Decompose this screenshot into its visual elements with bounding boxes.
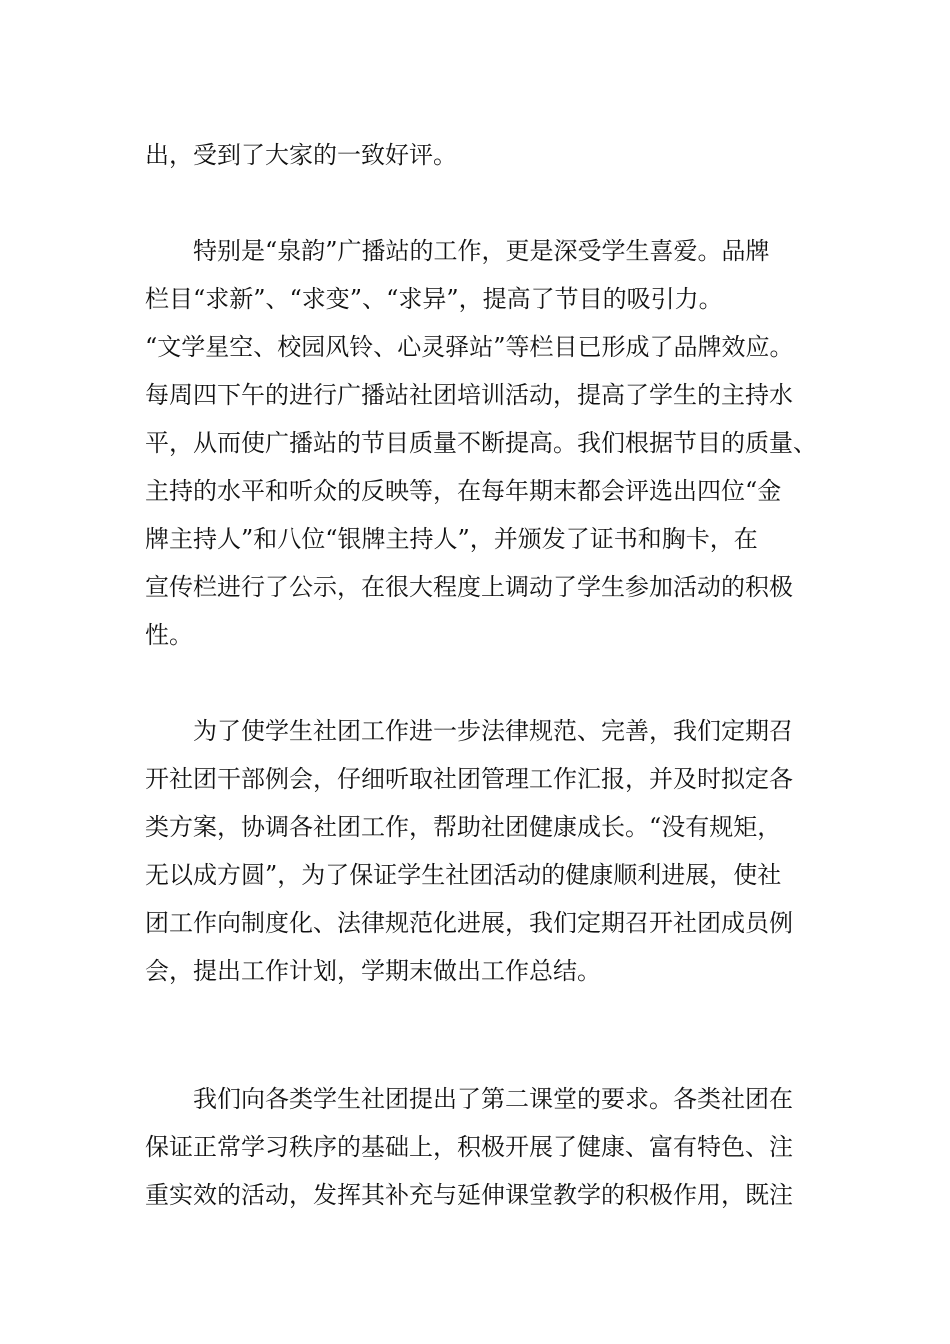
paragraph-2-line-8: 宣传栏进行了公示，在很大程度上调动了学生参加活动的积极	[145, 573, 793, 601]
paragraph-3-line-2: 开社团干部例会，仔细听取社团管理工作汇报，并及时拟定各	[145, 765, 793, 793]
paragraph-2-line-7: 牌主持人”和八位“银牌主持人”，并颁发了证书和胸卡，在	[145, 525, 758, 553]
paragraph-4-line-3: 重实效的活动，发挥其补充与延伸课堂教学的积极作用，既注	[145, 1181, 793, 1209]
paragraph-2-line-5: 平，从而使广播站的节目质量不断提高。我们根据节目的质量、	[145, 429, 817, 457]
paragraph-3-line-6: 会，提出工作计划，学期末做出工作总结。	[145, 957, 601, 985]
paragraph-2-line-9: 性。	[145, 621, 193, 649]
paragraph-1-line-1: 出，受到了大家的一致好评。	[145, 141, 457, 169]
paragraph-4-line-2: 保证正常学习秩序的基础上，积极开展了健康、富有特色、注	[145, 1133, 793, 1161]
paragraph-2-line-1: 特别是“泉韵”广播站的工作，更是深受学生喜爱。品牌	[193, 237, 770, 265]
paragraph-2-line-2: 栏目“求新”、“求变”、“求异”，提高了节目的吸引力。	[145, 285, 723, 313]
paragraph-4-line-1: 我们向各类学生社团提出了第二课堂的要求。各类社团在	[193, 1085, 793, 1113]
paragraph-2-line-4: 每周四下午的进行广播站社团培训活动，提高了学生的主持水	[145, 381, 793, 409]
paragraph-2-line-6: 主持的水平和听众的反映等，在每年期末都会评选出四位“金	[145, 477, 782, 505]
paragraph-3-line-3: 类方案，协调各社团工作，帮助社团健康成长。“没有规矩，	[145, 813, 782, 841]
paragraph-2-line-3: “文学星空、校园风铃、心灵驿站”等栏目已形成了品牌效应。	[145, 333, 794, 361]
paragraph-3-line-1: 为了使学生社团工作进一步法律规范、完善，我们定期召	[193, 717, 793, 745]
paragraph-3-line-4: 无以成方圆”，为了保证学生社团活动的健康顺利进展，使社	[145, 861, 782, 889]
paragraph-3-line-5: 团工作向制度化、法律规范化进展，我们定期召开社团成员例	[145, 909, 793, 937]
